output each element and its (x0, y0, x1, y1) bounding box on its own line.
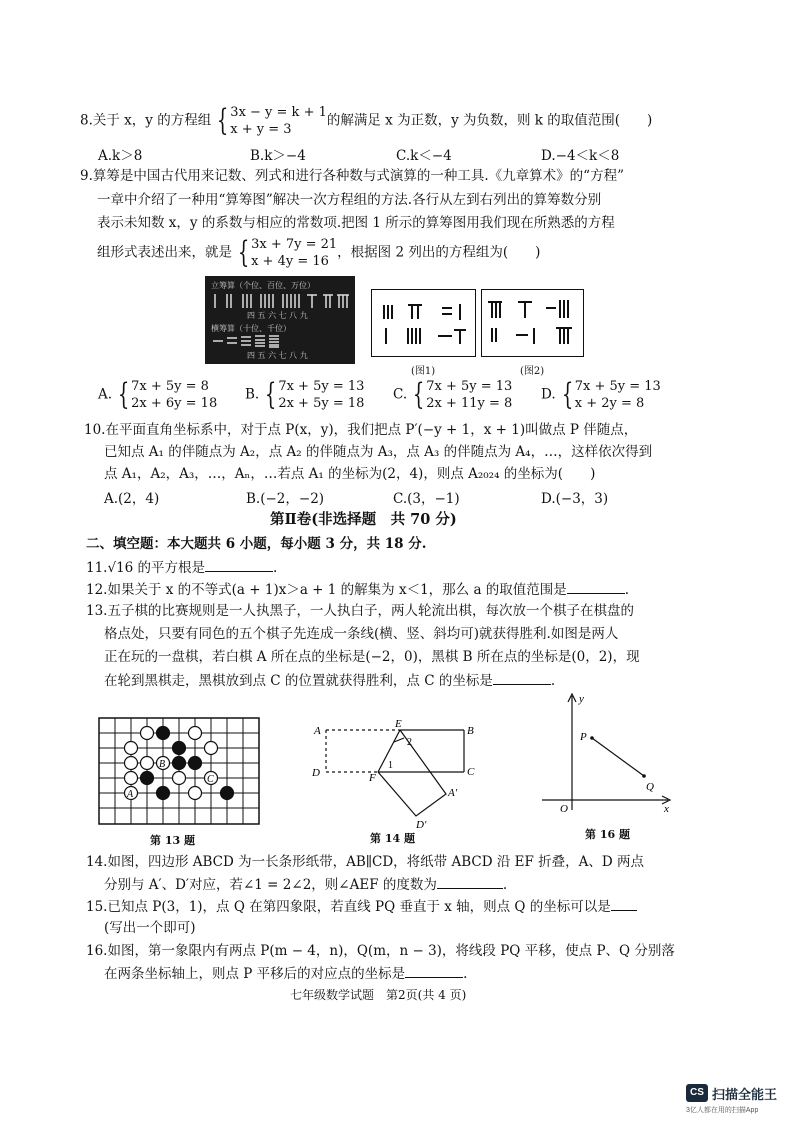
q9-option-b (245, 378, 364, 412)
q9-eq2: x + 4y = 16 (251, 254, 329, 269)
black-stone (157, 787, 170, 800)
q13-line3: 正在玩的一盘棋，若白棋 A 所在点的坐标是(−2，0)，黑棋 B 所在点的坐标是(0，2)，现 (104, 649, 640, 665)
q13-line2: 格点处，只要有同色的五个棋子先连成一条线(横、竖、斜均可)就获得胜利.如图是两人 (104, 626, 619, 642)
figure-14-caption: 第 14 题 (370, 832, 415, 845)
section-2-title: 第Ⅱ卷(非选择题 共 70 分) (270, 511, 457, 528)
q11-answer-blank[interactable] (205, 557, 273, 572)
q14-line1: 14.如图，四边形 ABCD 为一长条形纸带，AB∥CD，将纸带 ABCD 沿 EF 折叠，A、D 两点 (86, 854, 645, 870)
q9-option-d (541, 378, 661, 412)
white-stone (205, 742, 218, 755)
q9-option-c (393, 378, 512, 412)
rod-photo-row2-label: 四 五 六 七 八 九 (247, 311, 308, 320)
scanner-watermark (686, 1081, 790, 1117)
fig14-angle-1: 1 (388, 760, 393, 771)
rod-figure-1 (371, 289, 476, 357)
q9-line3: 表示未知数 x，y 的系数与相应的常数项.把图 1 所示的算筹图用我们现在所熟悉的方程 (97, 215, 615, 231)
q8-eq2: x + y = 3 (230, 122, 292, 137)
q9-option-c-eq1: 7x + 5y = 13 (426, 379, 513, 394)
coordinate-plane-figure (536, 690, 676, 820)
q9-option-c-eq2: 2x + 11y = 8 (426, 396, 513, 411)
q15-line2: (写出一个即可) (104, 920, 196, 936)
figure-13-caption: 第 13 题 (150, 834, 195, 847)
q10-option-c: C.(3，−1) (393, 491, 460, 507)
fig14-label-C: C (467, 766, 475, 778)
camscanner-logo: CS (686, 1084, 708, 1102)
q10-option-b: B.(−2，−2) (246, 491, 325, 507)
white-stone (125, 772, 138, 785)
q8-option-d: D.−4＜k＜8 (541, 148, 620, 164)
q9-option-c-brace: { (412, 377, 425, 412)
stone-label-A: A (127, 789, 134, 800)
q9-option-d-label: D. (541, 386, 556, 403)
q9-option-a-eq1: 7x + 5y = 8 (131, 379, 209, 394)
q10-option-a: A.(2，4) (104, 491, 160, 507)
q9-option-a (98, 378, 217, 412)
fig14-label-B: B (467, 725, 474, 737)
q12: 12.如果关于 x 的不等式(a + 1)x＞a + 1 的解集为 x＜1，那么 a 的取值范围是 . (86, 579, 629, 600)
gomoku-board (98, 717, 260, 825)
q14-line2: 分别与 A′、D′对应，若∠1 = 2∠2，则∠AEF 的度数为 . (104, 874, 507, 895)
black-stone (157, 727, 170, 740)
rod-photo-row4-label: 四 五 六 七 八 九 (247, 351, 308, 360)
stone-label-B: B (159, 759, 166, 770)
q9-option-a-brace: { (117, 377, 130, 412)
q9-option-d-system (575, 378, 661, 412)
q16-line1: 16.如图，第一象限内有两点 P(m − 4，n)，Q(m，n − 3)，将线段 PQ 平移，使点 P、Q 分别落 (86, 943, 675, 959)
q10-option-d: D.(−3，3) (541, 491, 609, 507)
q9-line4-prefix: 组形式表述出来，就是 (97, 244, 232, 261)
q8-suffix: 的解满足 x 为正数，y 为负数，则 k 的取值范围( ) (326, 112, 653, 129)
fig16-label-y: y (579, 693, 584, 705)
q9-option-b-eq2: 2x + 5y = 18 (278, 396, 365, 411)
figure-1-caption: (图1) (411, 366, 436, 377)
black-stone (221, 787, 234, 800)
white-stone (173, 772, 186, 785)
q9-brace: { (237, 235, 250, 270)
white-stone (189, 727, 202, 740)
rod-photo-row3-label: 横筹算（十位、千位） (211, 324, 291, 333)
q9-option-b-eq1: 7x + 5y = 13 (278, 379, 365, 394)
figure-2-caption: (图2) (520, 366, 545, 377)
q12-answer-blank[interactable] (567, 579, 625, 594)
q9-option-d-eq1: 7x + 5y = 13 (574, 379, 661, 394)
q9-option-d-brace: { (561, 377, 573, 412)
q8-system (230, 104, 327, 138)
q9-line4 (97, 236, 540, 270)
q9-option-b-system (278, 378, 364, 412)
fig14-label-A-prime: A′ (448, 787, 458, 799)
page-footer: 七年级数学试题 第2页(共 4 页) (290, 988, 467, 1002)
q9-option-b-label: B. (245, 386, 260, 403)
q9-line4-suffix: ，根据图 2 列出的方程组为( ) (337, 244, 541, 261)
q8-brace: { (217, 103, 229, 138)
q15-line1-text: 15.已知点 P(3，1)，点 Q 在第四象限，若直线 PQ 垂直于 x 轴，则点 Q 的坐标可以是 (86, 899, 611, 915)
watermark-subtitle: 3亿人都在用的扫描App (686, 1107, 759, 1114)
q9-option-d-eq2: x + 2y = 8 (574, 396, 645, 411)
q9-option-a-label: A. (98, 386, 113, 403)
figure-2-rods-icon (482, 290, 583, 356)
q11: 11.√16 的平方根是 . (86, 557, 277, 578)
q9-option-a-system (131, 378, 217, 412)
point-Q (642, 774, 646, 778)
white-stone (125, 757, 138, 770)
q16-line2-text: 在两条坐标轴上，则点 P 平移后的对应点的坐标是 (104, 966, 406, 982)
white-stone (141, 727, 154, 740)
q9-option-c-label: C. (393, 386, 408, 403)
q16-answer-blank[interactable] (405, 963, 463, 978)
figure-1-rods-icon (372, 290, 475, 356)
q15-answer-blank[interactable] (611, 896, 637, 911)
q12-text: 12.如果关于 x 的不等式(a + 1)x＞a + 1 的解集为 x＜1，那么 a 的取值范围是 (86, 582, 567, 598)
fig16-label-O: O (560, 803, 568, 815)
fig16-label-P: P (580, 731, 587, 743)
q9-system (251, 236, 337, 270)
q8-option-b: B.k＞−4 (250, 148, 306, 164)
q10-line3: 点 A₁，A₂，A₃，…，Aₙ，…若点 A₁ 的坐标为(2，4)，则点 A₂₀₂₄ 的坐标为( ) (104, 466, 596, 482)
point-P (590, 736, 594, 740)
watermark-title: 扫描全能王 (712, 1087, 778, 1102)
white-stone (141, 757, 154, 770)
fig14-label-A: A (314, 725, 321, 737)
q13-answer-blank[interactable] (493, 670, 551, 685)
q8-prefix: 8.关于 x，y 的方程组 (80, 112, 212, 129)
fig14-angle-2: 2 (407, 737, 412, 748)
black-stone (141, 772, 154, 785)
q10-line2: 已知点 A₁ 的伴随点为 A₂，点 A₂ 的伴随点为 A₃，点 A₃ 的伴随点为 A₄，…，这样依次得到 (104, 444, 653, 460)
q9-line2: 一章中介绍了一种用“算筹图”解决一次方程组的方法.各行从左到右列出的算筹数分别 (97, 192, 602, 208)
q8-option-c: C.k＜−4 (396, 148, 452, 164)
folded-strip-figure (308, 718, 478, 830)
vertical-rods-icon (211, 292, 351, 312)
fig16-label-Q: Q (646, 781, 654, 793)
q14-answer-blank[interactable] (437, 874, 503, 889)
q9-option-a-eq2: 2x + 6y = 18 (131, 396, 218, 411)
fig14-label-E: E (395, 718, 402, 730)
black-stone (173, 757, 186, 770)
stone-label-C: C (207, 774, 214, 785)
fig14-label-D: D (312, 767, 320, 779)
q10-line1: 10.在平面直角坐标系中，对于点 P(x，y)，我们把点 P′(−y + 1，x + 1)叫做点 P 伴随点， (84, 422, 638, 438)
q8-stem (80, 104, 652, 138)
fill-in-header: 二、填空题：本大题共 6 小题，每小题 3 分，共 18 分. (86, 536, 427, 552)
fig16-label-x: x (664, 803, 669, 815)
q13-line4: 在轮到黑棋走，黑棋放到点 C 的位置就获得胜利，点 C 的坐标是 . (104, 670, 555, 691)
horizontal-rods-icon (211, 334, 351, 348)
counting-rod-photo (205, 276, 355, 364)
q8-option-a: A.k＞8 (98, 148, 143, 164)
q14-line2-text: 分别与 A′、D′对应，若∠1 = 2∠2，则∠AEF 的度数为 (104, 877, 437, 893)
figure-16-caption: 第 16 题 (585, 828, 630, 841)
white-stone (189, 787, 202, 800)
q11-text: 11.√16 的平方根是 (86, 560, 206, 576)
q15-line1 (86, 896, 637, 917)
fig14-label-F: F (369, 772, 376, 784)
q9-line1: 9.算筹是中国古代用来记数、列式和进行各种数与式演算的一种工具.《九章算术》的“方程” (80, 168, 624, 184)
rod-photo-row1-label: 立筹算（个位、百位、万位） (211, 281, 315, 290)
black-stone (189, 757, 202, 770)
q9-option-b-brace: { (265, 377, 277, 412)
q8-eq1: 3x − y = k + 1 (230, 105, 327, 120)
q13-line1: 13.五子棋的比赛规则是一人执黑子，一人执白子，两人轮流出棋，每次放一个棋子在棋盘的 (86, 603, 634, 619)
q9-eq1: 3x + 7y = 21 (251, 237, 338, 252)
q9-option-c-system (426, 378, 512, 412)
q13-line4-text: 在轮到黑棋走，黑棋放到点 C 的位置就获得胜利，点 C 的坐标是 (104, 673, 493, 689)
q16-line2: 在两条坐标轴上，则点 P 平移后的对应点的坐标是 . (104, 963, 467, 984)
white-stone (125, 742, 138, 755)
rod-figure-2 (481, 289, 584, 357)
black-stone (173, 742, 186, 755)
fig14-label-D-prime: D′ (416, 819, 427, 830)
